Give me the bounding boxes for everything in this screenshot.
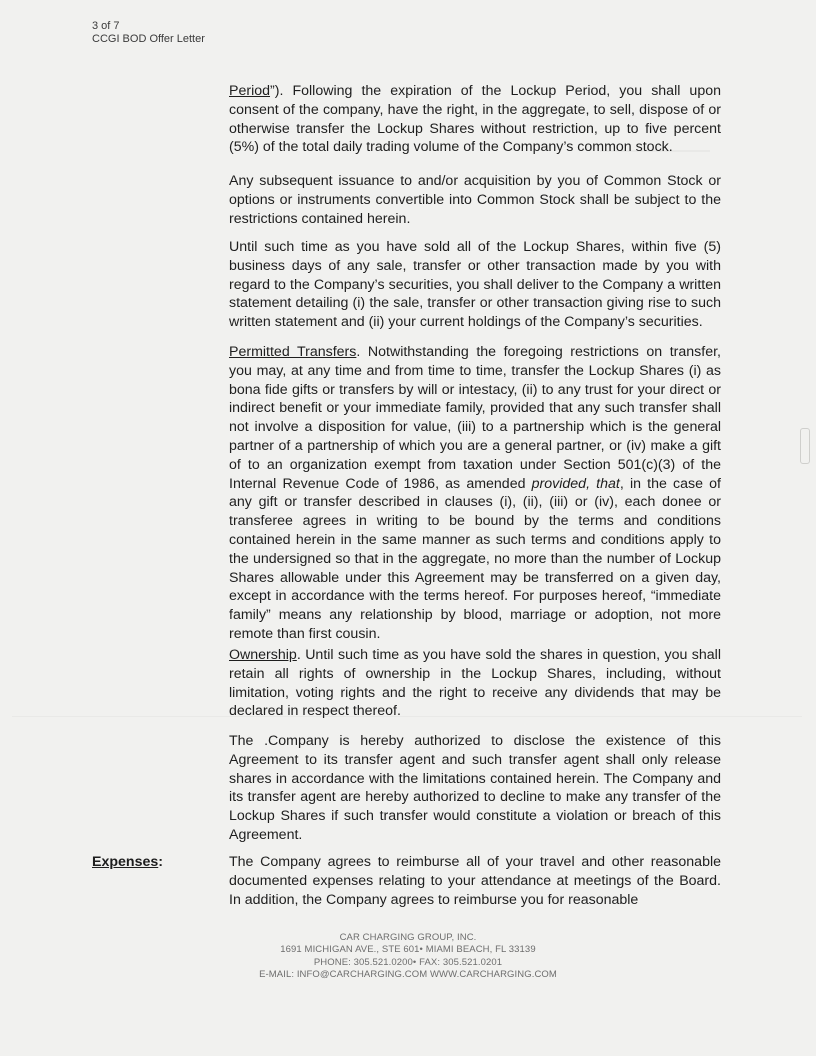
footer-phone-fax: PHONE: 305.521.0200• FAX: 305.521.0201 [313, 956, 503, 968]
paragraph-text: ”). Following the expiration of the Lockup Period, you shall upon consent of the company, have the right, in the aggregate, to sell, dispose of or otherwise transfer the Lockup Shares without restriction, up to five percent (5%) of the total daily trading volume of the Company’s common stock. [229, 83, 721, 156]
footer-address: 1691 MICHIGAN AVE., STE 601• MIAMI BEACH, FL 33139 [280, 944, 536, 956]
page-header [92, 20, 205, 46]
paragraph-subsequent-issuance [229, 172, 721, 228]
paragraph-written-statement [229, 238, 721, 332]
paragraph-text: Any subsequent issuance to and/or acquisition by you of Common Stock or options or instruments convertible into Common Stock shall be subject to the restrictions contained herein. [229, 173, 721, 227]
letterhead-footer [0, 932, 816, 982]
paragraph-expenses [229, 853, 721, 909]
document-title: CCGI BOD Offer Letter [92, 33, 205, 45]
page-number: 3 of 7 [92, 20, 120, 32]
lockup-period-term: Period [229, 83, 271, 99]
bleed-through-mark [800, 428, 810, 464]
paragraph-transfer-agent [229, 732, 721, 845]
paragraph-text: The Company agrees to reimburse all of your travel and other reasonable documented expenses relating to your attendance at meetings of the Board. In addition, the Company agrees to reimburse you for reasonable [229, 854, 721, 908]
paragraph-text: The .Company is hereby authorized to disclose the existence of this Agreement to its transfer agent and such transfer agent shall only release shares in accordance with the limitations contained herein. The Company and its transfer agent are hereby authorized to decline to make any transfer of the Lockup Shares if such transfer would constitute a violation or breach of this Agreement. [229, 733, 721, 843]
paragraph-text: Until such time as you have sold all of the Lockup Shares, within five (5) business days of any sale, transfer or other transaction made by you with regard to the Company’s securities, you shall deliver to the Company a written statement detailing (i) the sale, transfer or other transaction giving rise to such written statement and (ii) your current holdings of the Company’s securities. [229, 239, 721, 331]
paragraph-permitted-transfers [229, 343, 721, 644]
paragraph-text: . Until such time as you have sold the shares in question, you shall retain all rights of ownership in the Lockup Shares, including, without limitation, voting rights and the right to receive any dividends that may be declared in respect thereof. [229, 647, 721, 720]
expenses-label: Expenses: [92, 854, 163, 870]
paragraph-text: , in the case of any gift or transfer described in clauses (i), (ii), (iii) or (iv), each donee or transferee agrees in writing to be bound by the terms and conditions contained herein in the same manner as such terms and conditions apply to the undersigned so that in the aggregate, no more than the number of Lockup Shares allowable under this Agreement may be transferred on a given day, except in accordance with the terms hereof. For purposes hereof, “immediate family” means any relationship by blood, marriage or adoption, not more remote than first cousin. [229, 475, 721, 642]
permitted-transfers-heading: Permitted Transfers [229, 344, 357, 360]
ownership-heading: Ownership [229, 647, 297, 663]
footer-email-web: E-MAIL: INFO@CARCHARGING.COM WWW.CARCHARGING.COM [259, 969, 557, 981]
paragraph-ownership [229, 646, 721, 721]
emphasis-text: provided, that [531, 475, 620, 492]
paragraph-text: . Notwithstanding the foregoing restrictions on transfer, you may, at any time and from time to time, transfer the Lockup Shares (i) as bona fide gifts or transfers by will or intestacy, (ii) to any trust for your direct or indirect benefit or your immediate family, provided that any such transfer shall not involve a disposition for value, (iii) to a partnership which is the general partner of a partnership of which you are a general partner, or (iv) make a gift of to an organization exempt from taxation under Section 501(c)(3) of the Internal Revenue Code of 1986, as amended [229, 344, 721, 492]
footer-company: CAR CHARGING GROUP, INC. [339, 932, 477, 943]
paragraph-lockup-period [229, 82, 721, 157]
